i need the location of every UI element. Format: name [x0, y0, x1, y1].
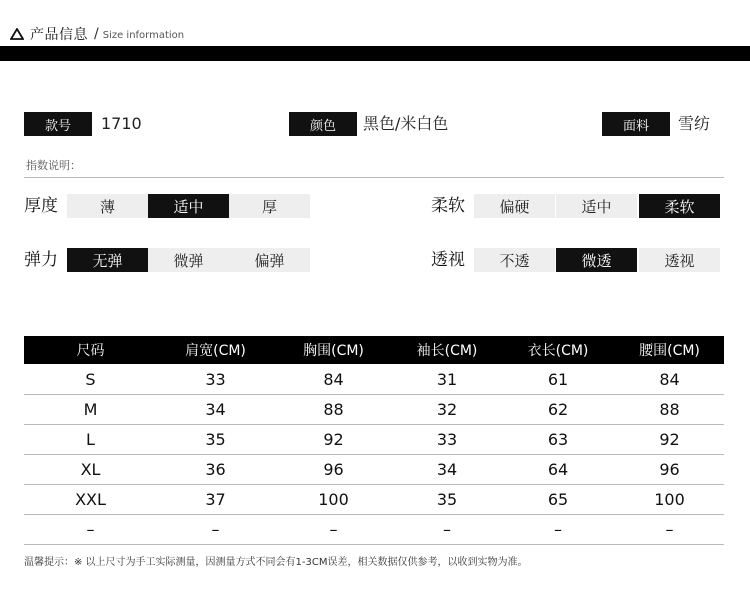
fabric-label: 面料 — [602, 112, 670, 136]
sleeve-cell: 35 — [393, 485, 501, 515]
length-cell: – — [501, 515, 615, 545]
footnote-text: 温馨提示：※ 以上尺寸为手工实际测量，因测量方式不同会有1-3CM误差，相关数据仅供参考，以收到实物为准。 — [24, 557, 528, 568]
elasticity-option-slight: 微弹 — [148, 248, 229, 272]
table-row — [24, 395, 724, 425]
sleeve-cell: 32 — [393, 395, 501, 425]
shoulder-cell: – — [157, 515, 274, 545]
elasticity-option-stretchy: 偏弹 — [229, 248, 310, 272]
thickness-label: 厚度 — [24, 196, 58, 216]
table-row — [24, 455, 724, 485]
length-cell: 64 — [501, 455, 615, 485]
length-cell: 62 — [501, 395, 615, 425]
table-row — [24, 485, 724, 515]
size-cell: XXL — [24, 485, 157, 515]
header-size: 尺码 — [24, 336, 157, 364]
softness-option-stiff: 偏硬 — [474, 194, 555, 218]
thickness-option-thick: 厚 — [229, 194, 310, 218]
transparency-label: 透视 — [431, 250, 465, 270]
triangle-icon — [10, 25, 24, 44]
length-cell: 63 — [501, 425, 615, 455]
transparency-option-slight: 微透 — [556, 248, 637, 272]
guide-divider — [24, 177, 724, 178]
bust-cell: 84 — [274, 364, 393, 395]
softness-option-medium: 适中 — [556, 194, 637, 218]
bust-cell: 88 — [274, 395, 393, 425]
header-waist: 腰围(CM) — [615, 336, 724, 364]
shoulder-cell: 33 — [157, 364, 274, 395]
waist-cell: 96 — [615, 455, 724, 485]
section-header — [10, 24, 184, 44]
waist-cell: 84 — [615, 364, 724, 395]
size-cell: XL — [24, 455, 157, 485]
size-table — [24, 336, 724, 545]
header-sleeve: 袖长(CM) — [393, 336, 501, 364]
header-bar — [0, 46, 750, 61]
sleeve-cell: – — [393, 515, 501, 545]
sleeve-cell: 33 — [393, 425, 501, 455]
size-cell: – — [24, 515, 157, 545]
softness-option-soft: 柔软 — [639, 194, 720, 218]
table-row — [24, 515, 724, 545]
index-guide-label: 指数说明： — [26, 159, 81, 172]
bust-cell: 100 — [274, 485, 393, 515]
header-title-en: Size information — [102, 30, 185, 41]
elasticity-option-none: 无弹 — [67, 248, 148, 272]
bust-cell: – — [274, 515, 393, 545]
shoulder-cell: 37 — [157, 485, 274, 515]
fabric-value: 雪纺 — [678, 114, 711, 133]
transparency-option-sheer: 透视 — [639, 248, 720, 272]
size-cell: S — [24, 364, 157, 395]
color-value: 黑色/米白色 — [363, 114, 449, 133]
elasticity-label: 弹力 — [24, 250, 58, 270]
thickness-option-thin: 薄 — [67, 194, 148, 218]
waist-cell: – — [615, 515, 724, 545]
shoulder-cell: 34 — [157, 395, 274, 425]
table-row — [24, 425, 724, 455]
waist-cell: 88 — [615, 395, 724, 425]
size-table-header-row — [24, 336, 724, 364]
sleeve-cell: 34 — [393, 455, 501, 485]
softness-label: 柔软 — [431, 196, 465, 216]
shoulder-cell: 36 — [157, 455, 274, 485]
table-row — [24, 364, 724, 395]
thickness-option-medium: 适中 — [148, 194, 229, 218]
bust-cell: 96 — [274, 455, 393, 485]
waist-cell: 100 — [615, 485, 724, 515]
style-number-label: 款号 — [24, 112, 92, 136]
transparency-option-opaque: 不透 — [474, 248, 555, 272]
style-number-value: 1710 — [101, 114, 142, 133]
shoulder-cell: 35 — [157, 425, 274, 455]
length-cell: 65 — [501, 485, 615, 515]
bust-cell: 92 — [274, 425, 393, 455]
length-cell: 61 — [501, 364, 615, 395]
waist-cell: 92 — [615, 425, 724, 455]
color-label: 颜色 — [289, 112, 357, 136]
size-cell: M — [24, 395, 157, 425]
header-shoulder: 肩宽(CM) — [157, 336, 274, 364]
header-separator: / — [94, 26, 99, 42]
header-length: 衣长(CM) — [501, 336, 615, 364]
sleeve-cell: 31 — [393, 364, 501, 395]
header-bust: 胸围(CM) — [274, 336, 393, 364]
size-cell: L — [24, 425, 157, 455]
header-title-cn: 产品信息 — [30, 27, 88, 43]
